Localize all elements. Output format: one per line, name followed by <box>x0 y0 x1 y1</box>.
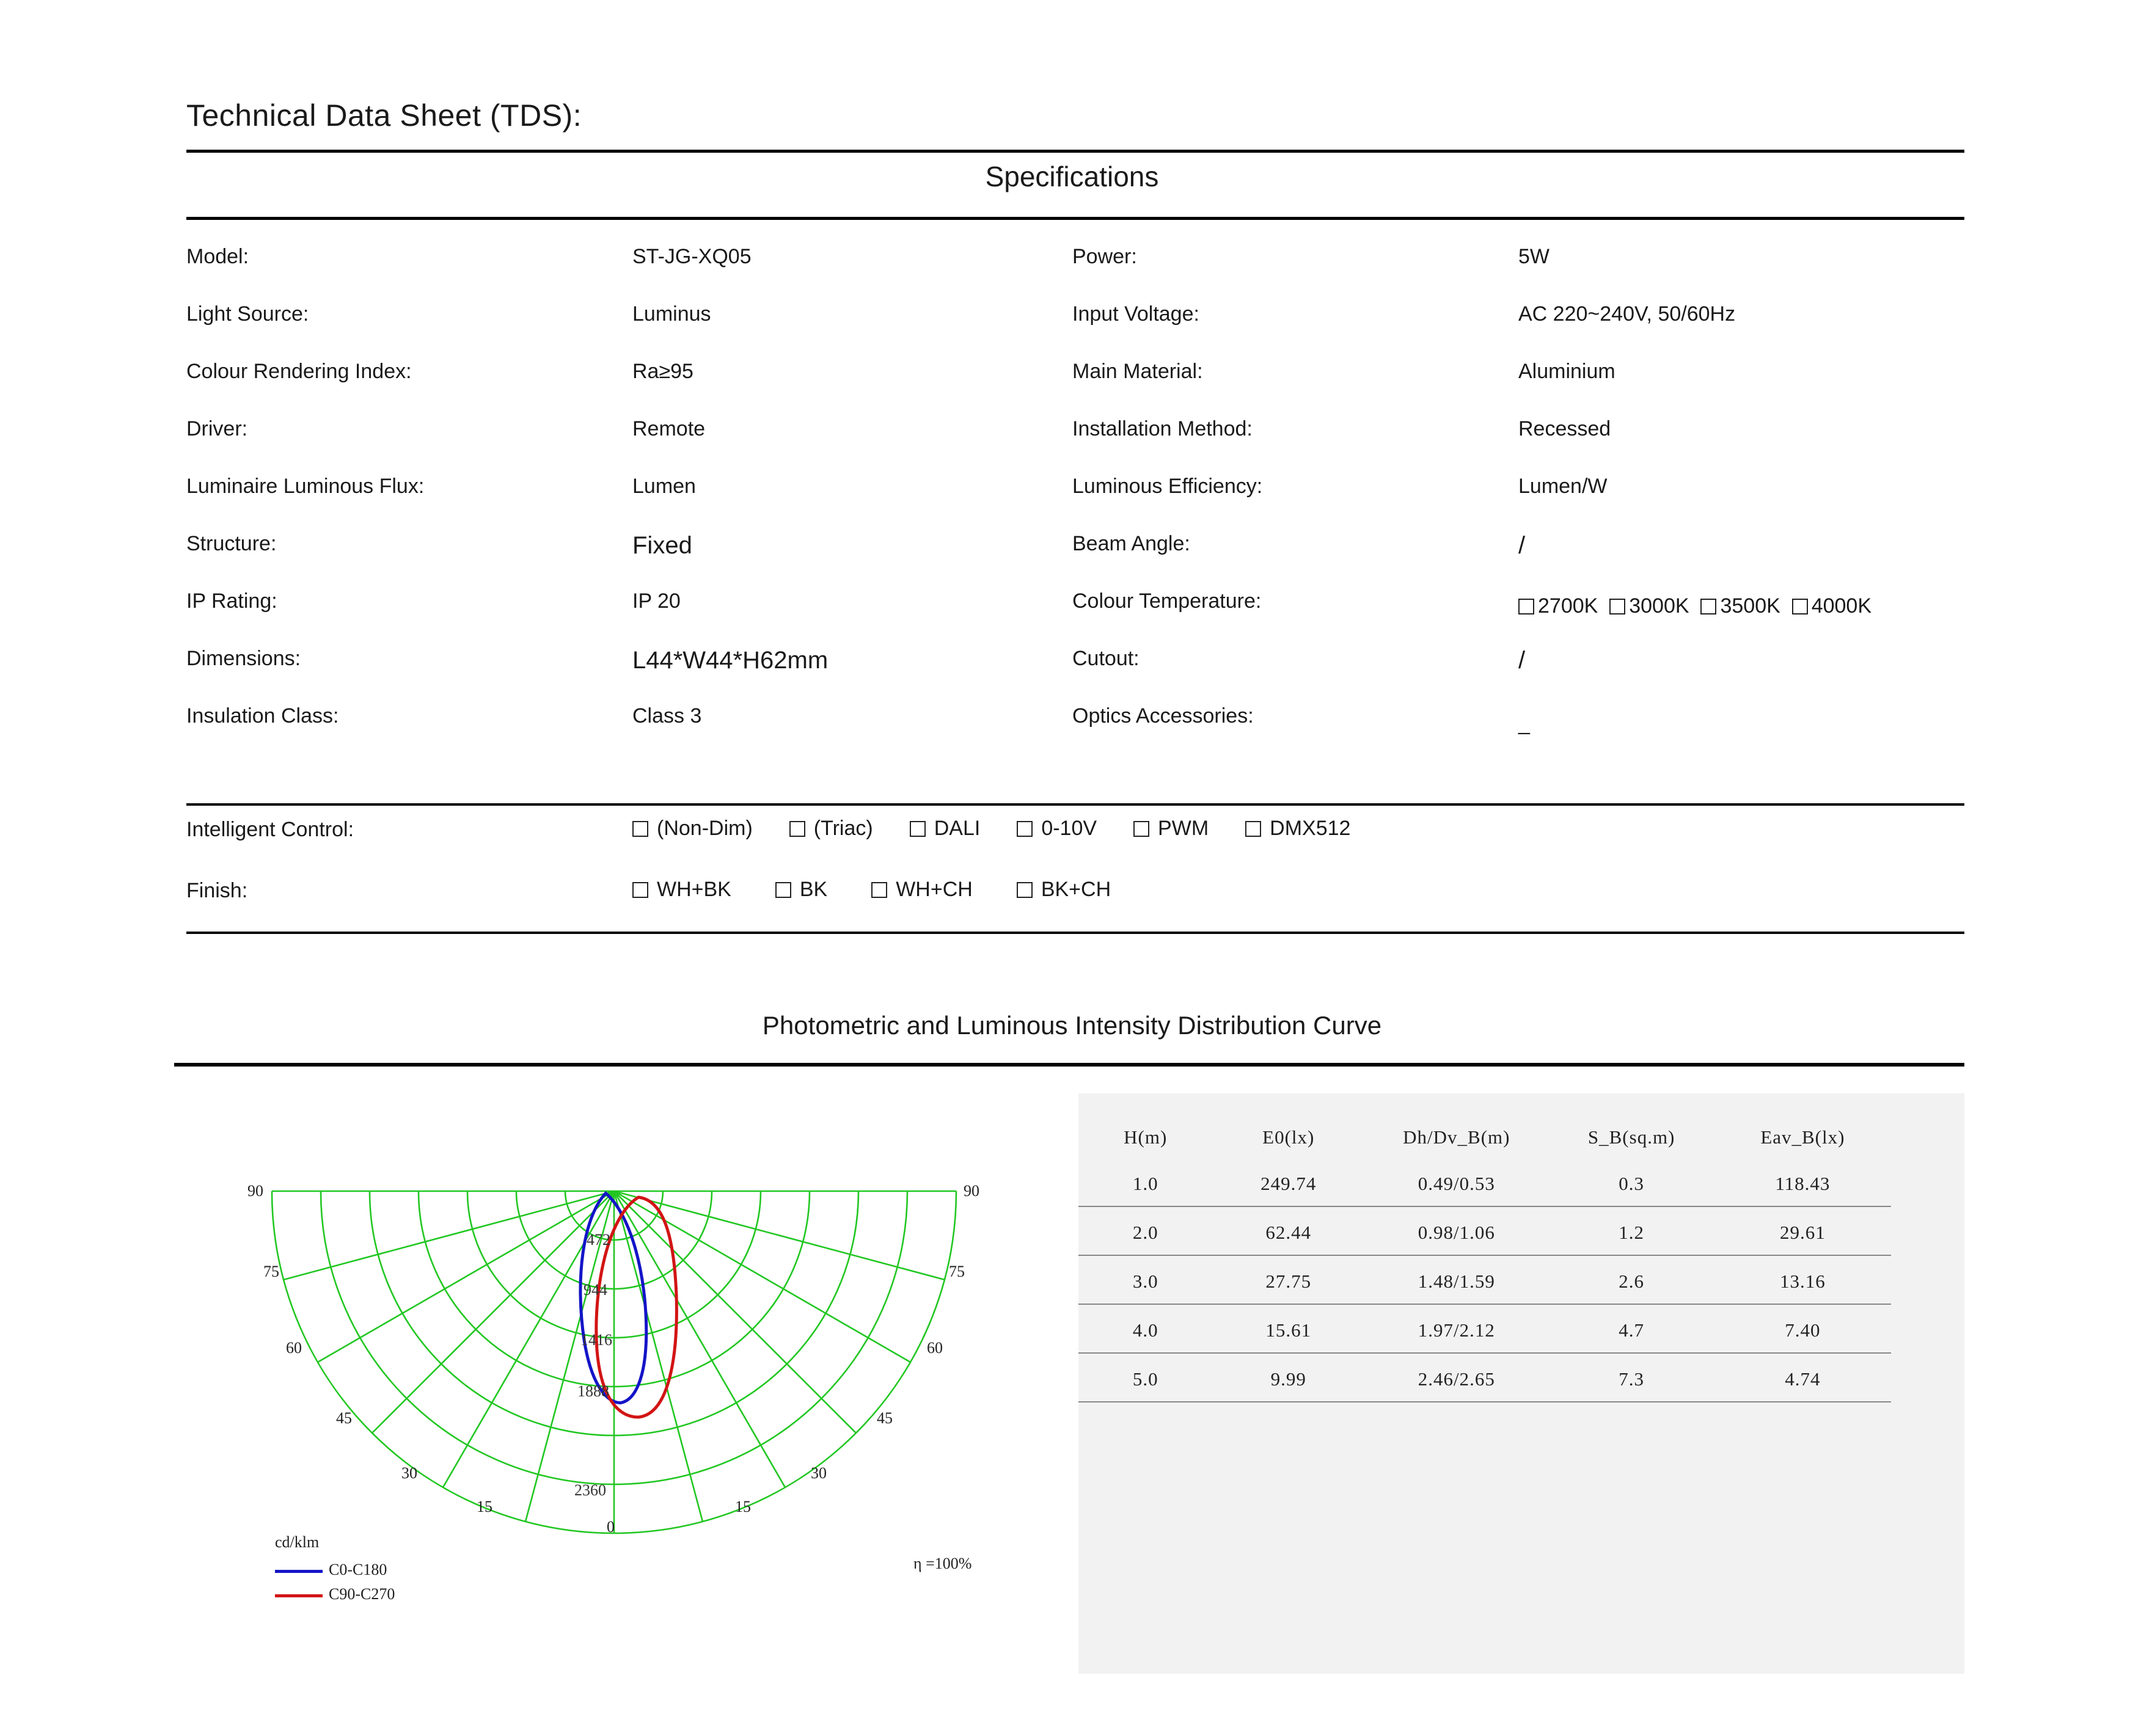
specifications-table <box>186 241 1964 758</box>
checkbox-icon[interactable] <box>1017 882 1033 898</box>
axis-label-right-30: 30 <box>811 1464 827 1482</box>
cell-eav: 7.40 <box>1714 1304 1891 1353</box>
divider-spec-header <box>186 217 1964 220</box>
axis-label-left-45: 45 <box>336 1409 352 1427</box>
legend-item-c0-c180: C0-C180 <box>275 1561 387 1579</box>
finish-option-bk-ch[interactable]: BK+CH <box>1017 878 1111 902</box>
spec-value-2: / <box>1518 647 1526 674</box>
axis-label-center-0: 0 <box>607 1518 615 1536</box>
cell-dhdv: 1.97/2.12 <box>1364 1304 1548 1353</box>
cell-h: 4.0 <box>1078 1304 1212 1353</box>
table-row <box>186 528 1964 586</box>
legend-swatch-icon <box>275 1594 323 1597</box>
checkbox-icon[interactable] <box>1245 821 1261 837</box>
spec-label-2: Luminous Efficiency: <box>1072 475 1263 498</box>
spec-value: ST-JG-XQ05 <box>632 245 752 268</box>
finish-option-wh-ch[interactable]: WH+CH <box>871 878 973 902</box>
checkbox-icon[interactable] <box>1518 599 1534 615</box>
cct-option-2700k[interactable]: 2700K <box>1518 594 1598 618</box>
cell-e0: 62.44 <box>1212 1206 1364 1255</box>
photometric-heading: Photometric and Luminous Intensity Distribution Curve <box>762 1011 1382 1040</box>
table-row <box>1078 1206 1891 1255</box>
cct-option-4000k[interactable]: 4000K <box>1792 594 1871 618</box>
divider-top <box>186 150 1964 153</box>
column-header-s: S_B(sq.m) <box>1587 1126 1675 1148</box>
spec-value-2: AC 220~240V, 50/60Hz <box>1518 302 1736 326</box>
checkbox-icon[interactable] <box>1133 821 1149 837</box>
spec-label: Luminaire Luminous Flux: <box>186 475 425 498</box>
cell-eav: 29.61 <box>1714 1206 1891 1255</box>
spec-value: IP 20 <box>632 589 681 613</box>
spec-value-2: _ <box>1518 712 1530 735</box>
spec-label: Driver: <box>186 417 248 440</box>
cell-h: 3.0 <box>1078 1255 1212 1304</box>
control-option-triac[interactable]: (Triac) <box>789 817 873 841</box>
divider-photometric <box>174 1063 1964 1067</box>
cell-e0: 249.74 <box>1212 1158 1364 1206</box>
cell-s: 0.3 <box>1549 1158 1714 1206</box>
spec-label-2: Power: <box>1072 245 1137 268</box>
finish-option-bk[interactable]: BK <box>775 878 827 902</box>
cell-h: 5.0 <box>1078 1353 1212 1402</box>
column-header-dhdv: Dh/Dv_B(m) <box>1403 1126 1510 1148</box>
divider-controls-top <box>186 803 1964 806</box>
table-row <box>1078 1158 1891 1206</box>
intelligent-control-label: Intelligent Control: <box>186 818 354 841</box>
axis-label-right-75: 75 <box>949 1263 965 1280</box>
table-row <box>1078 1255 1891 1304</box>
checkbox-icon[interactable] <box>775 882 791 898</box>
table-row <box>186 299 1964 356</box>
page-title: Technical Data Sheet (TDS): <box>186 98 582 133</box>
spec-label: Insulation Class: <box>186 704 339 728</box>
spec-label-2: Optics Accessories: <box>1072 704 1254 728</box>
axis-label-right-15: 15 <box>735 1498 751 1515</box>
photometric-table <box>1078 1118 1891 1402</box>
axis-label-right-60: 60 <box>927 1339 943 1357</box>
table-row <box>186 356 1964 414</box>
cct-option-3000k[interactable]: 3000K <box>1609 594 1689 618</box>
spec-label-2: Beam Angle: <box>1072 532 1190 555</box>
spec-value-2: Recessed <box>1518 417 1611 440</box>
table-row <box>186 643 1964 701</box>
radial-label-472: 472 <box>587 1231 610 1249</box>
control-option-0-10v[interactable]: 0-10V <box>1017 817 1097 841</box>
spec-value: Ra≥95 <box>632 360 693 383</box>
column-header-e0: E0(lx) <box>1262 1126 1315 1148</box>
cell-s: 4.7 <box>1549 1304 1714 1353</box>
control-option-dali[interactable]: DALI <box>910 817 981 841</box>
table-header-row <box>1078 1118 1891 1158</box>
spec-value-2: 5W <box>1518 245 1549 268</box>
finish-label: Finish: <box>186 879 248 902</box>
spec-value-2: Lumen/W <box>1518 475 1608 498</box>
intelligent-control-section <box>186 815 1964 938</box>
cell-dhdv: 1.48/1.59 <box>1364 1255 1548 1304</box>
cell-dhdv: 0.49/0.53 <box>1364 1158 1548 1206</box>
radial-label-2360: 2360 <box>574 1481 606 1499</box>
cell-h: 2.0 <box>1078 1206 1212 1255</box>
table-row <box>1078 1304 1891 1353</box>
radial-label-1416: 1416 <box>580 1331 612 1349</box>
intelligent-control-options <box>632 815 1350 841</box>
spec-label: Model: <box>186 245 249 268</box>
cell-e0: 9.99 <box>1212 1353 1364 1402</box>
spec-value: Fixed <box>632 532 692 559</box>
table-row <box>186 414 1964 471</box>
finish-options <box>632 877 1111 902</box>
divider-controls-bottom <box>186 932 1964 934</box>
spec-label: Structure: <box>186 532 277 555</box>
table-row <box>186 701 1964 758</box>
legend-swatch-icon <box>275 1570 323 1573</box>
spec-label-2: Cutout: <box>1072 647 1140 670</box>
colour-temperature-options <box>1518 586 1964 620</box>
checkbox-icon[interactable] <box>1609 599 1625 615</box>
control-option-dmx512[interactable]: DMX512 <box>1245 817 1350 841</box>
cell-s: 1.2 <box>1549 1206 1714 1255</box>
finish-row <box>186 877 1964 938</box>
spec-label: Colour Rendering Index: <box>186 360 412 383</box>
cell-h: 1.0 <box>1078 1158 1212 1206</box>
spec-label: IP Rating: <box>186 589 277 613</box>
table-row <box>1078 1353 1891 1402</box>
table-row <box>186 471 1964 528</box>
checkbox-icon[interactable] <box>1792 599 1808 615</box>
axis-label-left-15: 15 <box>477 1498 492 1515</box>
axis-label-right-90: 90 <box>964 1182 979 1200</box>
cell-s: 2.6 <box>1549 1255 1714 1304</box>
spec-value: Remote <box>632 417 706 440</box>
cell-eav: 13.16 <box>1714 1255 1891 1304</box>
axis-label-left-75: 75 <box>263 1263 279 1280</box>
checkbox-icon[interactable] <box>871 882 887 898</box>
cell-s: 7.3 <box>1549 1353 1714 1402</box>
spec-label: Light Source: <box>186 302 309 326</box>
spec-value: Lumen <box>632 475 696 498</box>
cct-option-3500k[interactable]: 3500K <box>1700 594 1780 618</box>
spec-label-2: Main Material: <box>1072 360 1203 383</box>
radial-label-944: 944 <box>584 1281 607 1299</box>
checkbox-icon[interactable] <box>632 821 648 837</box>
spec-value-2: Aluminium <box>1518 360 1615 383</box>
intelligent-control-row <box>186 815 1964 877</box>
cell-e0: 27.75 <box>1212 1255 1364 1304</box>
efficiency-label: η =100% <box>913 1555 972 1572</box>
column-header-eav: Eav_B(lx) <box>1760 1126 1845 1148</box>
spec-label-2: Input Voltage: <box>1072 302 1199 326</box>
control-option-pwm[interactable]: PWM <box>1133 817 1209 841</box>
checkbox-icon[interactable] <box>1017 821 1033 837</box>
spec-label-2: Installation Method: <box>1072 417 1253 440</box>
cell-dhdv: 2.46/2.65 <box>1364 1353 1548 1402</box>
cell-dhdv: 0.98/1.06 <box>1364 1206 1548 1255</box>
spec-label-2: Colour Temperature: <box>1072 589 1262 613</box>
legend-item-c90-c270: C90-C270 <box>275 1585 395 1603</box>
checkbox-icon[interactable] <box>910 821 926 837</box>
control-option-non-dim[interactable]: (Non-Dim) <box>632 817 753 841</box>
radial-label-1888: 1888 <box>577 1382 609 1400</box>
unit-label: cd/klm <box>275 1533 320 1551</box>
specifications-heading: Specifications <box>985 161 1159 192</box>
table-row <box>186 586 1964 643</box>
spec-value: L44*W44*H62mm <box>632 647 829 674</box>
axis-label-left-60: 60 <box>286 1339 302 1357</box>
axis-label-right-45: 45 <box>877 1409 893 1427</box>
spec-value: Luminus <box>632 302 711 326</box>
finish-option-wh-bk[interactable]: WH+BK <box>632 878 731 902</box>
cell-eav: 4.74 <box>1714 1353 1891 1402</box>
axis-label-left-30: 30 <box>401 1464 417 1482</box>
spec-value: Class 3 <box>632 704 702 728</box>
spec-label: Dimensions: <box>186 647 301 670</box>
column-header-h: H(m) <box>1124 1126 1168 1148</box>
spec-value-2: / <box>1518 532 1526 559</box>
checkbox-icon[interactable] <box>1700 599 1716 615</box>
cell-eav: 118.43 <box>1714 1158 1891 1206</box>
axis-label-left-90: 90 <box>247 1182 263 1200</box>
table-row <box>186 241 1964 299</box>
cell-e0: 15.61 <box>1212 1304 1364 1353</box>
checkbox-icon[interactable] <box>632 882 648 898</box>
checkbox-icon[interactable] <box>789 821 805 837</box>
